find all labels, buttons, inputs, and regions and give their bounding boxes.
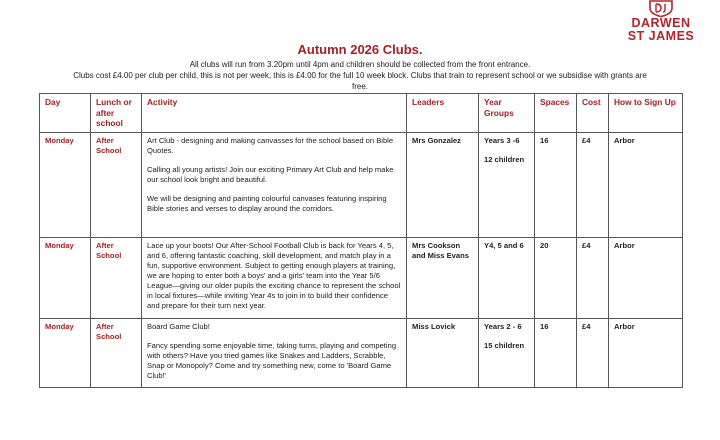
header-when: Lunch or after school <box>91 94 142 133</box>
cell-activity <box>142 237 407 318</box>
cell-when: After School <box>91 237 142 318</box>
intro-line-3: free. <box>351 82 368 91</box>
header-activity: Activity <box>142 94 407 133</box>
cell-leaders: Mrs Cookson and Miss Evans <box>407 237 479 318</box>
table-row <box>40 132 683 237</box>
cell-signup: Arbor <box>609 237 683 318</box>
cell-cost: £4 <box>577 318 609 387</box>
intro-text <box>30 59 690 92</box>
page-title: Autumn 2026 Clubs. <box>297 42 423 57</box>
cell-spaces: 20 <box>535 237 577 318</box>
header-year-groups: Year Groups <box>479 94 535 133</box>
table-header-row <box>40 94 683 133</box>
table-row <box>40 318 683 387</box>
cell-cost: £4 <box>577 237 609 318</box>
intro-line-2: Clubs cost £4.00 per club per child, this is not per week, this is £4.00 for the full 10 week block. Clubs that train to represent school or we subsidise with grants are <box>73 71 647 80</box>
year-groups-text: Years 3 -6 <box>484 135 520 145</box>
header-spaces: Spaces <box>535 94 577 133</box>
year-groups-text: Years 2 - 6 <box>484 321 522 331</box>
cell-signup: Arbor <box>609 318 683 387</box>
cell-spaces: 16 <box>535 318 577 387</box>
header-signup: How to Sign Up <box>609 94 683 133</box>
cell-when: After School <box>91 318 142 387</box>
cell-year-groups: Y4, 5 and 6 <box>479 237 535 318</box>
cell-leaders: Miss Lovick <box>407 318 479 387</box>
table-row <box>40 237 683 318</box>
cell-signup: Arbor <box>609 132 683 237</box>
header-day: Day <box>40 94 91 133</box>
activity-paragraph: Art Club - designing and making canvasses for the school based on Bible Quotes. <box>147 135 394 155</box>
activity-paragraph: Calling all young artists! Join our exciting Primary Art Club and help make our school look bright and beautiful. <box>147 164 394 184</box>
cell-activity <box>142 132 407 237</box>
logo-text-line2: ST JAMES <box>627 29 695 43</box>
school-crest-icon <box>646 0 676 17</box>
intro-line-1: All clubs will run from 3.20pm until 4pm and children should be collected from the front entrance. <box>189 60 531 69</box>
cell-day: Monday <box>40 237 91 318</box>
cell-year-groups <box>479 318 535 387</box>
clubs-table <box>39 93 683 388</box>
cell-when: After School <box>91 132 142 237</box>
logo-text-line1: DARWEN <box>631 16 691 30</box>
activity-paragraph: Fancy spending some enjoyable time, taking turns, playing and competing with others? Have you tried games like Snakes and Ladders, Scrabble, Snap or Monopoly? Come and try something new, come to 'Board Game Club!' <box>147 340 397 380</box>
cell-activity <box>142 318 407 387</box>
activity-paragraph: Lace up your boots! Our After-School Football Club is back for Years 4, 5, and 6, offering fantastic coaching, skill development, and match play in a fun, supportive environment. Subject to getting enough players at training, we are hoping to enter both a boys' and a girls' team into the Year 5/6 League—giving our older pupils the exciting chance to represent the school in local fixtures—while inviting Year 4s to join in to build their confidence and prepare for their turn next year. <box>147 240 401 310</box>
cell-day: Monday <box>40 132 91 237</box>
activity-paragraph: We will be designing and painting colourful canvases featuring inspiring Bible stories and verses to display around the corridors. <box>147 193 387 213</box>
cell-spaces: 16 <box>535 132 577 237</box>
cell-leaders: Mrs Gonzalez <box>407 132 479 237</box>
cell-year-groups <box>479 132 535 237</box>
header-cost: Cost <box>577 94 609 133</box>
year-groups-note: 12 children <box>484 154 525 164</box>
cell-day: Monday <box>40 318 91 387</box>
year-groups-note: 15 children <box>484 340 525 350</box>
activity-paragraph: Board Game Club! <box>147 321 210 331</box>
header-leaders: Leaders <box>407 94 479 133</box>
school-logo <box>616 0 706 43</box>
cell-cost: £4 <box>577 132 609 237</box>
